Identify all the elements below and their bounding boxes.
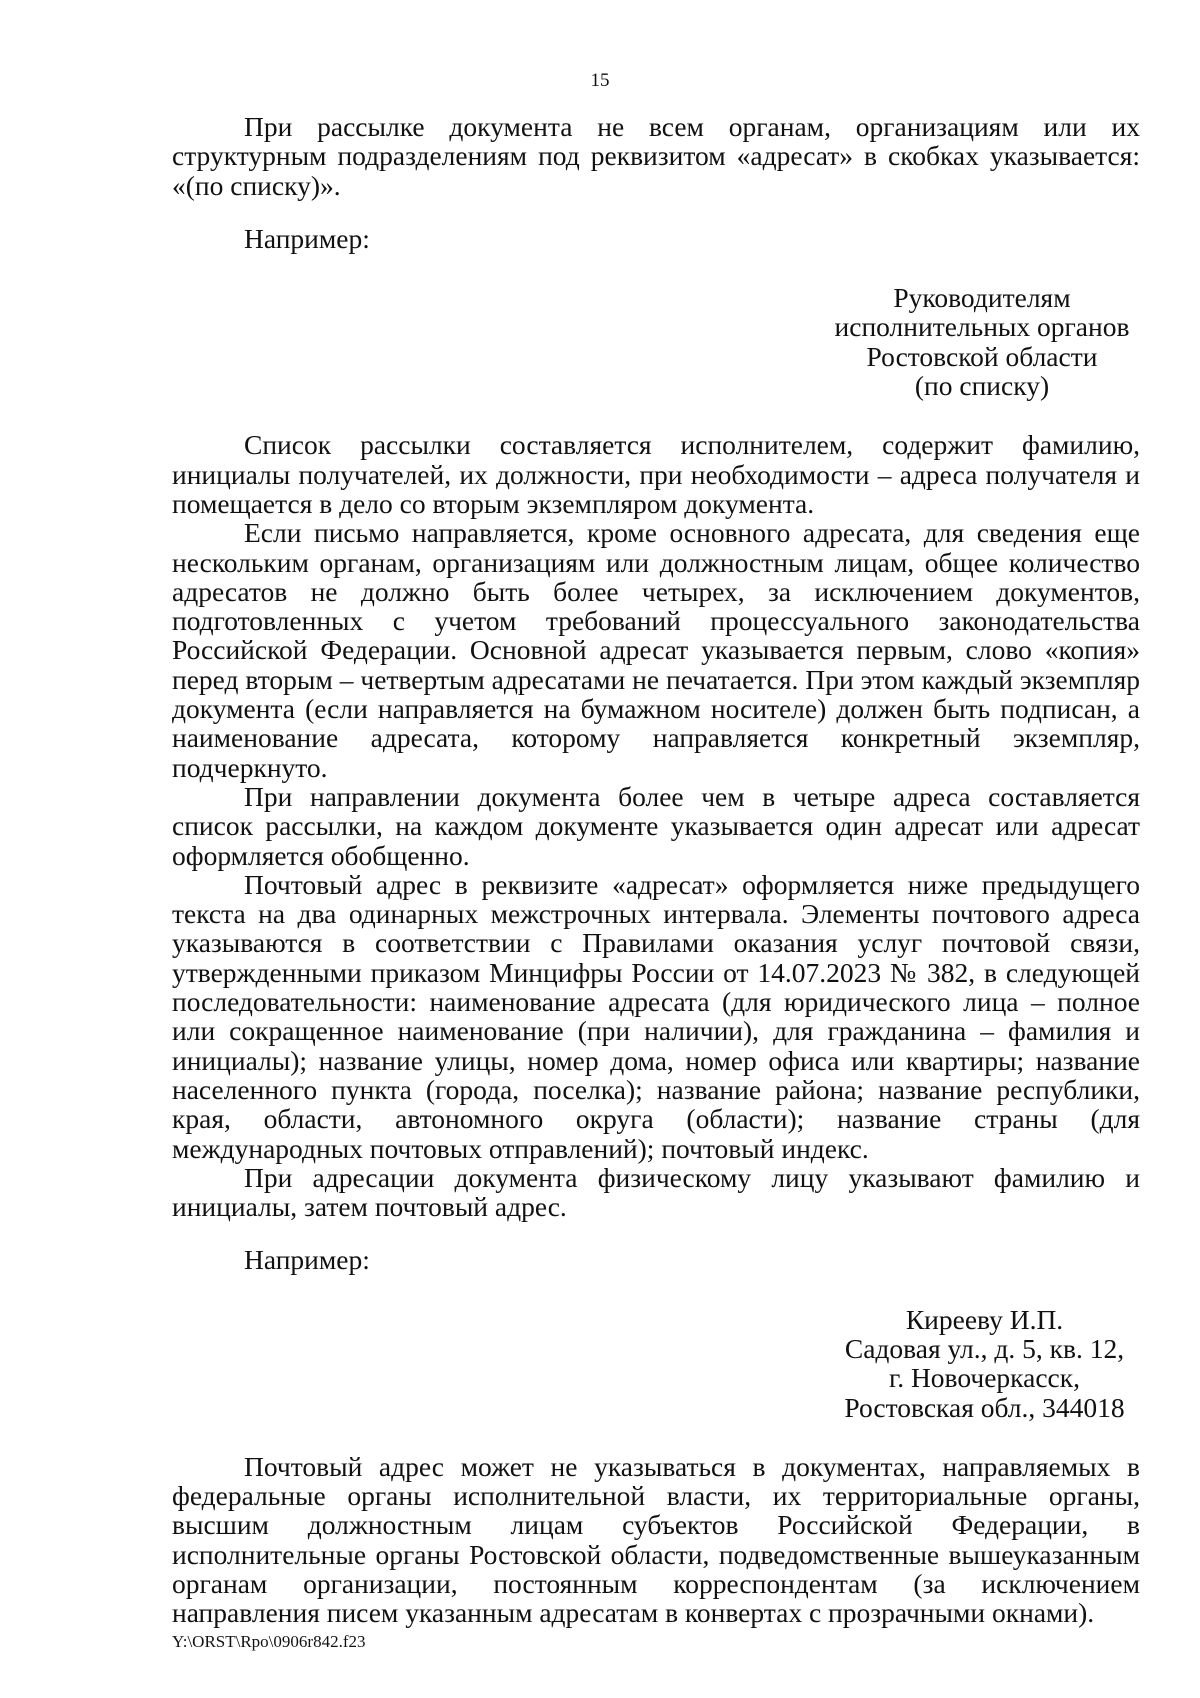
paragraph-postal-address: Почтовый адрес в реквизите «адресат» оформляется ниже предыдущего текста на два одинарных межстрочных интервала. Элементы почтового адреса указываются в соответствии с Правилами оказания услуг почтовой связи, утвержденными приказом Минцифры России от 14.07.2023 № 382, в следующей последовательности: наименование адресата (для юридического лица – полное или сокращенное наименование (при наличии), для гражданина – фамилия и инициалы); название улицы, номер дома, номер офиса или квартиры; название населенного пункта (города, поселка); название района; название республики, края, области, автономного округа (области); название страны (для международных почтовых отправлений); почтовый индекс. (172, 868, 1140, 1164)
address-line: Кирееву И.П. (905, 1303, 1064, 1335)
paragraph-address-optional: Почтовый адрес может не указываться в документах, направляемых в федеральные органы исполнительной власти, их территориальные органы, высшим должностным лицам субъектов Российской Федерации, в исполнительные органы Ростовской области, подведомственные вышеуказанным органам организации, постоянным корреспондентам (за исключением направления писем указанным адресатам в конвертах с прозрачными окнами). (172, 1450, 1140, 1629)
address-line: Руководителям (893, 282, 1071, 314)
address-line: Ростовская обл., 344018 (844, 1391, 1125, 1423)
address-example-recipients (812, 283, 1152, 400)
paragraph-mailing-list-content: Список рассылки составляется исполнителем, содержит фамилию, инициалы получателей, их должности, при необходимости – адреса получателя и помещается в дело со вторым экземпляром документа. (172, 429, 1140, 519)
example-label: Например: (244, 222, 370, 254)
address-example-individual (812, 1305, 1157, 1422)
address-line: г. Новочеркасск, (889, 1362, 1080, 1394)
example-label: Например: (244, 1244, 370, 1276)
paragraph-more-than-four: При направлении документа более чем в четыре адреса составляется список рассылки, на каждом документе указывается один адресат или адресат оформляется обобщенно. (172, 780, 1140, 871)
paragraph-mailing-list-rule: При рассылке документа не всем органам, организациям или их структурным подразделениям под реквизитом «адресат» в скобках указывается: «(по списку)». (172, 111, 1140, 201)
address-line: исполнительных органов (834, 311, 1130, 343)
address-line: Ростовской области (866, 340, 1098, 372)
address-line: Садовая ул., д. 5, кв. 12, (844, 1332, 1125, 1364)
address-line: (по списку) (914, 370, 1050, 402)
paragraph-individual-addressee: При адресации документа физическому лицу указывают фамилию и инициалы, затем почтовый адрес. (172, 1161, 1140, 1223)
page-number: 15 (590, 70, 610, 91)
footer-file-path: Y:\ORST\Rpo\0906r842.f23 (172, 1632, 366, 1651)
document-body (172, 112, 1140, 1628)
paragraph-multiple-recipients: Если письмо направляется, кроме основного адресата, для сведения еще нескольким органам, организациям или должностным лицам, общее количество адресатов не должно быть более четырех, за исключением документов, подготовленных с учетом требований процессуального законодательства Российской Федерации. Основной адресат указывается первым, слово «копия» перед вторым – четвертым адресатами не печатается. При этом каждый экземпляр документа (если направляется на бумажном носителе) должен быть подписан, а наименование адресата, которому направляется конкретный экземпляр, подчеркнуто. (172, 517, 1140, 783)
